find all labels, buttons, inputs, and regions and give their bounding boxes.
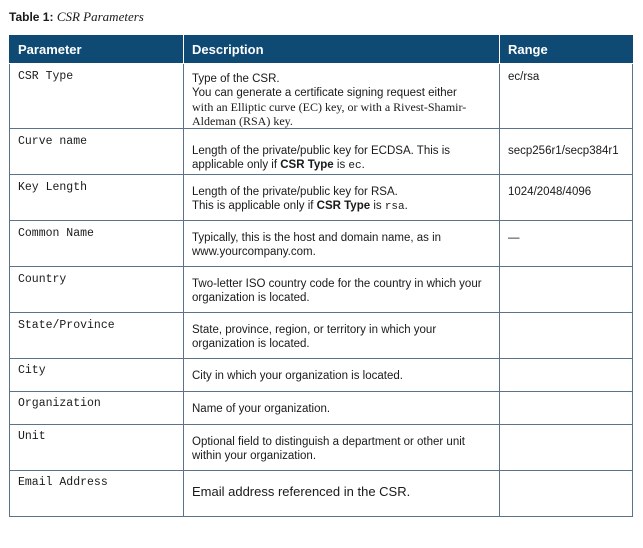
description-cell: State, province, region, or territory in which your organization is located. <box>184 313 500 359</box>
description-cell: Email address referenced in the CSR. <box>184 471 500 517</box>
table-row-curve-name <box>10 129 633 175</box>
caption-title: CSR Parameters <box>56 9 144 24</box>
description-text: is <box>370 200 385 212</box>
description-cell: Typically, this is the host and domain name, as in www.yourcompany.com. <box>184 221 500 267</box>
parameter-cell: Organization <box>10 392 184 425</box>
parameter-cell: CSR Type <box>10 64 184 129</box>
parameter-cell: Curve name <box>10 129 184 175</box>
range-cell: 1024/2048/4096 <box>500 175 633 221</box>
description-cell: Optional field to distinguish a department or other unit within your organization. <box>184 425 500 471</box>
range-cell: — <box>500 221 633 267</box>
code-value: ec <box>348 160 362 172</box>
range-cell <box>500 313 633 359</box>
range-cell <box>500 267 633 313</box>
description-text: . <box>404 200 408 212</box>
range-cell: secp256r1/secp384r1 <box>500 129 633 175</box>
range-cell <box>500 392 633 425</box>
description-text: This is applicable only if <box>192 200 317 212</box>
table-row-key-length <box>10 175 633 221</box>
header-parameter: Parameter <box>10 36 184 64</box>
description-text: . <box>361 159 365 171</box>
caption-label: Table 1: <box>9 10 54 24</box>
description-cell <box>184 64 500 129</box>
description-cell: Name of your organization. <box>184 392 500 425</box>
table-row-csr-type <box>10 64 633 129</box>
table-row-country <box>10 267 633 313</box>
description-cell <box>184 175 500 221</box>
parameter-cell: Common Name <box>10 221 184 267</box>
table-row-organization <box>10 392 633 425</box>
description-line: Type of the CSR. <box>192 73 280 85</box>
parameter-cell: State/Province <box>10 313 184 359</box>
description-line: with an Elliptic curve (EC) key, or with a Rivest-Shamir- <box>192 100 467 114</box>
description-line: Length of the private/public key for RSA. <box>192 186 398 198</box>
header-description: Description <box>184 36 500 64</box>
range-cell <box>500 359 633 392</box>
csr-type-ref: CSR Type <box>316 200 371 212</box>
table-row-state-province <box>10 313 633 359</box>
parameter-cell: City <box>10 359 184 392</box>
description-cell <box>184 129 500 175</box>
description-cell: Two-letter ISO country code for the country in which your organization is located. <box>184 267 500 313</box>
code-value: rsa <box>384 201 405 213</box>
csr-type-ref: CSR Type <box>280 159 334 171</box>
table-caption <box>9 9 144 25</box>
csr-parameters-table <box>9 35 633 517</box>
range-cell <box>500 425 633 471</box>
description-text: Length of the private/public key for ECDSA. This is applicable only if <box>192 145 451 171</box>
table-row-unit <box>10 425 633 471</box>
description-cell: City in which your organization is located. <box>184 359 500 392</box>
parameter-cell: Email Address <box>10 471 184 517</box>
parameter-cell: Unit <box>10 425 184 471</box>
description-line: Aldeman (RSA) key. <box>192 114 293 128</box>
description-text: is <box>333 159 349 171</box>
table-row-city <box>10 359 633 392</box>
header-range: Range <box>500 36 633 64</box>
table-row-email-address <box>10 471 633 517</box>
table-row-common-name <box>10 221 633 267</box>
parameter-cell: Country <box>10 267 184 313</box>
range-cell: ec/rsa <box>500 64 633 129</box>
description-line: You can generate a certificate signing request either <box>192 87 457 99</box>
range-cell <box>500 471 633 517</box>
parameter-cell: Key Length <box>10 175 184 221</box>
table-header-row <box>10 36 633 64</box>
